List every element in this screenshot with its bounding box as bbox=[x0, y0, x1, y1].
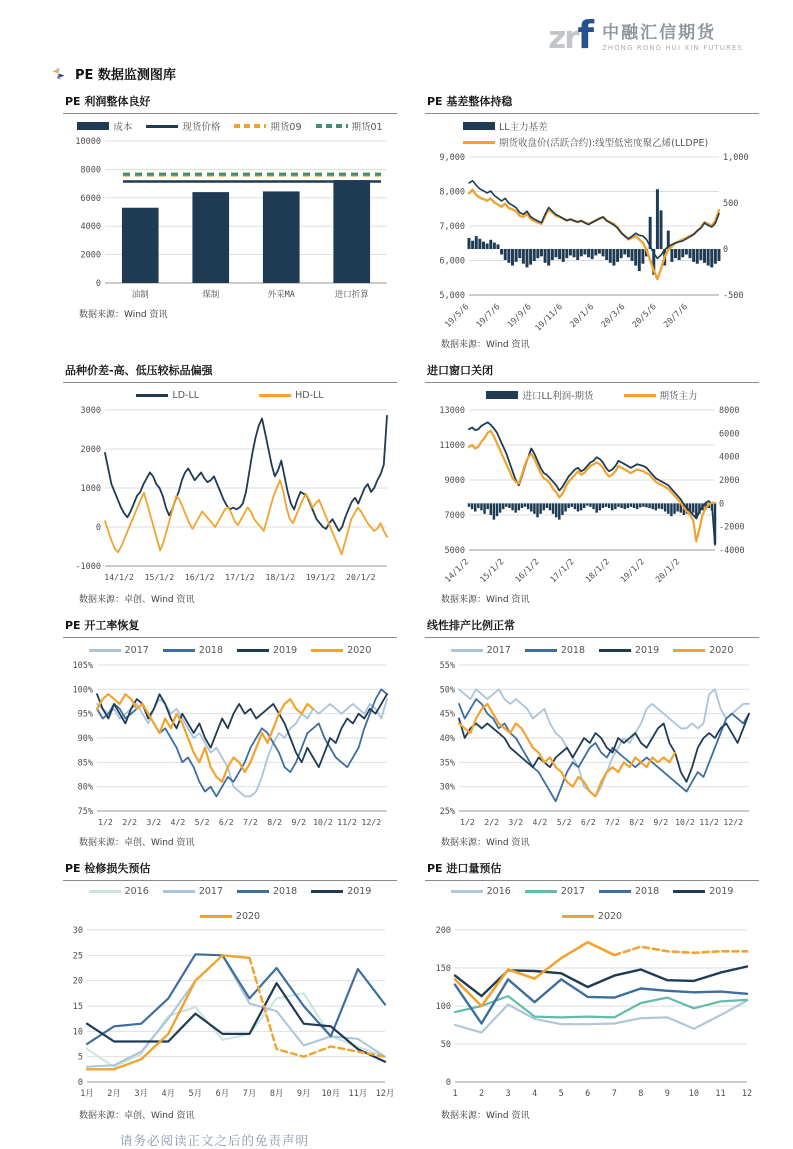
svg-text:25%: 25% bbox=[439, 807, 455, 817]
svg-text:16/1/2: 16/1/2 bbox=[184, 572, 215, 582]
svg-text:3000: 3000 bbox=[80, 406, 101, 416]
svg-text:9,000: 9,000 bbox=[439, 153, 465, 163]
chart-source: 数据来源：Wind 资讯 bbox=[441, 595, 530, 605]
legend-swatch-bar bbox=[486, 391, 518, 399]
svg-text:200: 200 bbox=[435, 926, 451, 936]
legend-swatch-line bbox=[451, 649, 483, 652]
svg-text:9/2: 9/2 bbox=[291, 817, 307, 827]
legend-swatch-line bbox=[599, 649, 631, 652]
chart-legend bbox=[425, 643, 759, 657]
svg-text:10: 10 bbox=[688, 1089, 700, 1099]
svg-text:10/2: 10/2 bbox=[675, 817, 695, 827]
legend-label: LD-LL bbox=[172, 389, 200, 401]
legend-swatch-line bbox=[311, 649, 343, 652]
legend-item bbox=[146, 119, 220, 133]
svg-text:5,000: 5,000 bbox=[439, 291, 465, 301]
legend-swatch-line bbox=[624, 394, 656, 397]
svg-text:12/2: 12/2 bbox=[361, 817, 382, 827]
svg-text:1/2: 1/2 bbox=[98, 817, 113, 827]
svg-text:80%: 80% bbox=[77, 782, 93, 793]
svg-text:19/1/2: 19/1/2 bbox=[305, 572, 336, 582]
svg-text:0: 0 bbox=[445, 1078, 451, 1088]
svg-text:8000: 8000 bbox=[719, 406, 740, 416]
chart-legend bbox=[63, 886, 397, 922]
svg-text:8月: 8月 bbox=[269, 1089, 284, 1099]
svg-text:19/9/6: 19/9/6 bbox=[504, 301, 533, 330]
svg-text:12/2: 12/2 bbox=[723, 817, 744, 827]
svg-text:-2000: -2000 bbox=[719, 522, 745, 533]
legend-item bbox=[673, 645, 733, 656]
legend-item bbox=[486, 388, 593, 402]
chart-legend bbox=[63, 643, 397, 657]
legend-label: 成本 bbox=[113, 122, 133, 133]
svg-text:40%: 40% bbox=[439, 734, 455, 744]
legend-item bbox=[237, 645, 297, 656]
svg-text:4/2: 4/2 bbox=[532, 817, 548, 827]
legend-label: 2016 bbox=[486, 886, 511, 897]
legend-item bbox=[311, 645, 371, 656]
chart-title: PE 进口量预估 bbox=[425, 860, 759, 881]
legend-swatch-line bbox=[163, 649, 195, 652]
svg-text:15: 15 bbox=[72, 1002, 83, 1012]
pinwheel-icon bbox=[52, 67, 65, 80]
svg-text:25: 25 bbox=[72, 951, 83, 962]
logo-f: f bbox=[577, 13, 595, 57]
svg-text:4000: 4000 bbox=[80, 222, 101, 233]
chart-plot bbox=[425, 402, 759, 590]
legend-label: 2017 bbox=[198, 886, 223, 897]
page-title: PE 数据监测图库 bbox=[75, 68, 176, 83]
legend-swatch-line bbox=[311, 890, 343, 893]
svg-text:9000: 9000 bbox=[444, 476, 465, 486]
svg-text:12: 12 bbox=[741, 1089, 753, 1099]
svg-text:11: 11 bbox=[715, 1089, 726, 1099]
svg-text:11000: 11000 bbox=[439, 441, 465, 451]
legend-swatch-line bbox=[525, 649, 557, 652]
legend-swatch-line bbox=[237, 649, 269, 652]
legend-label: LL主力基差 bbox=[499, 122, 548, 133]
legend-label: 期货收盘价(活跃合约):线型低密度聚乙烯(LLDPE) bbox=[499, 138, 709, 149]
legend-item bbox=[599, 886, 659, 897]
chart-plot bbox=[425, 657, 759, 833]
svg-text:5000: 5000 bbox=[444, 546, 465, 556]
legend-swatch-bar bbox=[463, 122, 495, 130]
chart-svg bbox=[63, 133, 397, 305]
svg-text:2/2: 2/2 bbox=[122, 817, 138, 827]
legend-item bbox=[599, 645, 659, 656]
legend-label: HD-LL bbox=[295, 389, 324, 401]
svg-text:9/2: 9/2 bbox=[653, 817, 669, 827]
legend-item bbox=[163, 886, 223, 897]
svg-text:35%: 35% bbox=[439, 758, 455, 769]
svg-text:13000: 13000 bbox=[439, 406, 465, 416]
svg-text:10000: 10000 bbox=[75, 137, 101, 147]
legend-label: 2019 bbox=[347, 886, 372, 897]
legend-item bbox=[624, 388, 698, 402]
legend-swatch-line bbox=[525, 890, 557, 893]
chart-title: 进口窗口关闭 bbox=[425, 362, 759, 383]
legend-item bbox=[316, 119, 383, 133]
legend-swatch-bar bbox=[77, 122, 109, 130]
chart-source: 数据来源：卓创、Wind 资讯 bbox=[79, 1111, 195, 1121]
svg-text:19/1/2: 19/1/2 bbox=[618, 556, 647, 585]
svg-text:8: 8 bbox=[638, 1089, 644, 1099]
legend-item bbox=[200, 911, 260, 922]
legend-swatch-line bbox=[673, 649, 705, 652]
svg-text:100: 100 bbox=[435, 1002, 451, 1012]
svg-text:85%: 85% bbox=[77, 758, 93, 769]
svg-text:50%: 50% bbox=[439, 685, 455, 696]
svg-text:90%: 90% bbox=[77, 734, 93, 744]
svg-text:20/5/6: 20/5/6 bbox=[629, 301, 658, 330]
legend-swatch-line bbox=[562, 915, 594, 918]
legend-swatch-line bbox=[136, 394, 168, 397]
svg-text:3: 3 bbox=[505, 1089, 511, 1099]
legend-item bbox=[259, 390, 323, 401]
chart-title: PE 基差整体持稳 bbox=[425, 93, 759, 114]
legend-swatch-line bbox=[146, 125, 178, 128]
legend-label: 2019 bbox=[273, 644, 298, 656]
svg-text:4月: 4月 bbox=[161, 1089, 176, 1099]
svg-text:0: 0 bbox=[95, 523, 101, 533]
svg-text:500: 500 bbox=[723, 199, 739, 209]
svg-text:19/5/6: 19/5/6 bbox=[442, 301, 471, 330]
svg-text:8000: 8000 bbox=[80, 165, 101, 176]
disclaimer-note: 请务必阅读正文之后的免责声明 bbox=[120, 1133, 310, 1148]
svg-text:7,000: 7,000 bbox=[439, 222, 465, 232]
legend-swatch-line bbox=[599, 890, 631, 893]
svg-text:6,000: 6,000 bbox=[439, 256, 465, 267]
legend-item bbox=[463, 119, 548, 133]
legend-swatch-line bbox=[451, 890, 483, 893]
chart-svg bbox=[425, 402, 759, 590]
svg-text:20/1/2: 20/1/2 bbox=[653, 556, 682, 585]
chart-legend bbox=[425, 388, 759, 402]
svg-text:1月: 1月 bbox=[80, 1089, 94, 1099]
svg-text:外采MA: 外采MA bbox=[267, 290, 295, 300]
svg-text:进口折算: 进口折算 bbox=[334, 290, 369, 300]
svg-text:15/1/2: 15/1/2 bbox=[477, 556, 506, 585]
svg-text:6000: 6000 bbox=[80, 193, 101, 204]
panel-grade-spread bbox=[63, 362, 397, 605]
svg-text:0: 0 bbox=[77, 1078, 83, 1088]
svg-text:7000: 7000 bbox=[444, 511, 465, 521]
svg-text:4/2: 4/2 bbox=[170, 817, 186, 827]
chart-plot bbox=[63, 922, 397, 1106]
legend-item bbox=[311, 886, 371, 897]
svg-text:5: 5 bbox=[558, 1089, 564, 1099]
svg-text:55%: 55% bbox=[439, 661, 455, 671]
chart-source: 数据来源：卓创、Wind 资讯 bbox=[79, 838, 195, 848]
legend-label: 期货01 bbox=[351, 122, 383, 133]
chart-svg bbox=[425, 922, 759, 1106]
svg-text:10/2: 10/2 bbox=[313, 817, 333, 827]
legend-swatch-line bbox=[237, 890, 269, 893]
legend-swatch-dash bbox=[316, 124, 348, 128]
svg-text:20/1/6: 20/1/6 bbox=[567, 301, 596, 330]
svg-text:5: 5 bbox=[77, 1052, 83, 1063]
svg-text:10月: 10月 bbox=[321, 1089, 341, 1099]
legend-swatch-dash bbox=[234, 124, 266, 128]
svg-text:油制: 油制 bbox=[131, 290, 149, 300]
chart-title: PE 利润整体良好 bbox=[63, 93, 397, 114]
chart-svg bbox=[63, 922, 397, 1106]
svg-text:6: 6 bbox=[585, 1089, 591, 1099]
svg-text:7/2: 7/2 bbox=[605, 817, 620, 827]
svg-text:150: 150 bbox=[435, 964, 451, 974]
chart-svg bbox=[425, 657, 759, 833]
charts-grid bbox=[63, 93, 793, 1121]
chart-source: 数据来源：Wind 资讯 bbox=[441, 340, 530, 350]
legend-swatch-line bbox=[89, 890, 121, 893]
legend-label: 2018 bbox=[635, 886, 660, 897]
svg-text:8,000: 8,000 bbox=[439, 187, 465, 198]
chart-title: 线性排产比例正常 bbox=[425, 617, 759, 638]
chart-plot bbox=[425, 922, 759, 1106]
svg-text:20/7/6: 20/7/6 bbox=[661, 301, 690, 330]
legend-label: 现货价格 bbox=[182, 122, 221, 133]
legend-item bbox=[525, 886, 585, 897]
svg-text:2000: 2000 bbox=[719, 476, 740, 486]
svg-text:7: 7 bbox=[611, 1089, 617, 1099]
svg-text:95%: 95% bbox=[77, 709, 93, 720]
svg-text:20/1/2: 20/1/2 bbox=[346, 572, 376, 582]
legend-label: 2020 bbox=[347, 644, 372, 656]
legend-label: 2018 bbox=[273, 886, 298, 897]
svg-text:50: 50 bbox=[440, 1040, 451, 1050]
legend-item bbox=[89, 886, 149, 897]
chart-plot bbox=[63, 133, 397, 305]
chart-svg bbox=[63, 657, 397, 833]
logo-zrf-mark bbox=[548, 13, 595, 57]
legend-swatch-line bbox=[673, 890, 705, 893]
legend-swatch-line bbox=[89, 649, 121, 652]
svg-text:75%: 75% bbox=[77, 807, 93, 817]
svg-text:4: 4 bbox=[532, 1089, 538, 1099]
legend-label: 2017 bbox=[124, 644, 149, 656]
svg-text:19/7/6: 19/7/6 bbox=[473, 301, 502, 330]
chart-source: 数据来源：Wind 资讯 bbox=[441, 1111, 530, 1121]
chart-plot bbox=[63, 657, 397, 833]
svg-text:11月: 11月 bbox=[348, 1089, 368, 1099]
svg-text:9月: 9月 bbox=[296, 1089, 311, 1099]
svg-text:8/2: 8/2 bbox=[267, 817, 283, 827]
svg-text:2月: 2月 bbox=[107, 1089, 121, 1099]
svg-text:3/2: 3/2 bbox=[146, 817, 162, 827]
svg-text:-1000: -1000 bbox=[75, 562, 101, 572]
chart-title: 品种价差-高、低压较标品偏强 bbox=[63, 362, 397, 383]
legend-label: 2020 bbox=[709, 644, 734, 656]
svg-text:2000: 2000 bbox=[80, 445, 101, 455]
svg-text:5/2: 5/2 bbox=[556, 817, 572, 827]
svg-text:0: 0 bbox=[719, 499, 725, 510]
chart-title: PE 开工率恢复 bbox=[63, 617, 397, 638]
svg-text:0: 0 bbox=[723, 245, 729, 255]
svg-text:1: 1 bbox=[452, 1089, 458, 1099]
svg-text:18/1/2: 18/1/2 bbox=[265, 572, 296, 582]
svg-text:12月: 12月 bbox=[375, 1089, 395, 1099]
chart-legend bbox=[425, 119, 759, 149]
legend-item bbox=[237, 886, 297, 897]
svg-text:105%: 105% bbox=[72, 661, 93, 671]
svg-text:16/1/2: 16/1/2 bbox=[512, 556, 541, 585]
svg-text:0: 0 bbox=[95, 279, 101, 289]
logo-zr: zr bbox=[548, 20, 578, 56]
svg-text:45%: 45% bbox=[439, 709, 455, 720]
legend-label: 期货主力 bbox=[659, 391, 698, 402]
legend-item bbox=[89, 645, 149, 656]
legend-item bbox=[463, 135, 708, 149]
svg-text:9: 9 bbox=[664, 1089, 670, 1099]
svg-text:17/1/2: 17/1/2 bbox=[547, 556, 576, 585]
svg-text:15/1/2: 15/1/2 bbox=[144, 572, 175, 582]
svg-text:19/11/6: 19/11/6 bbox=[532, 301, 565, 333]
legend-label: 2018 bbox=[560, 644, 585, 656]
svg-text:7/2: 7/2 bbox=[243, 817, 258, 827]
legend-label: 2017 bbox=[486, 644, 511, 656]
legend-item bbox=[234, 119, 301, 133]
chart-source: 数据来源：Wind 资讯 bbox=[79, 310, 168, 320]
legend-item bbox=[525, 645, 585, 656]
svg-text:3月: 3月 bbox=[134, 1089, 148, 1099]
legend-swatch-line bbox=[259, 394, 291, 397]
svg-text:11/2: 11/2 bbox=[699, 817, 719, 827]
chart-svg bbox=[425, 149, 759, 335]
legend-swatch-line bbox=[463, 141, 495, 144]
legend-label: 2017 bbox=[560, 886, 585, 897]
legend-swatch-line bbox=[200, 915, 232, 918]
svg-text:7月: 7月 bbox=[242, 1089, 257, 1099]
company-logo bbox=[548, 13, 743, 57]
legend-item bbox=[673, 886, 733, 897]
chart-source: 数据来源：Wind 资讯 bbox=[441, 838, 530, 848]
svg-text:-500: -500 bbox=[723, 291, 744, 301]
chart-legend bbox=[63, 119, 397, 133]
chart-legend bbox=[63, 388, 397, 402]
panel-import-window bbox=[425, 362, 759, 605]
svg-text:2/2: 2/2 bbox=[484, 817, 500, 827]
svg-text:5/2: 5/2 bbox=[194, 817, 210, 827]
legend-label: 2018 bbox=[198, 644, 223, 656]
svg-text:14/1/2: 14/1/2 bbox=[442, 556, 471, 585]
panel-operating-rate bbox=[63, 617, 397, 848]
svg-text:30: 30 bbox=[72, 926, 83, 936]
section-header bbox=[52, 64, 793, 83]
legend-label: 进口LL利润-期货 bbox=[522, 391, 594, 402]
svg-text:1000: 1000 bbox=[80, 484, 101, 494]
svg-text:5月: 5月 bbox=[188, 1089, 203, 1099]
legend-item bbox=[136, 390, 199, 401]
svg-text:6000: 6000 bbox=[719, 429, 740, 440]
panel-pe-basis bbox=[425, 93, 759, 350]
panel-import-volume bbox=[425, 860, 759, 1121]
legend-item bbox=[77, 119, 132, 133]
svg-text:3/2: 3/2 bbox=[508, 817, 524, 827]
svg-text:20: 20 bbox=[72, 976, 83, 987]
legend-label: 期货09 bbox=[270, 122, 302, 133]
svg-text:17/1/2: 17/1/2 bbox=[225, 572, 255, 582]
svg-text:6/2: 6/2 bbox=[218, 817, 234, 827]
panel-pe-profit bbox=[63, 93, 397, 350]
svg-text:2000: 2000 bbox=[80, 250, 101, 261]
svg-text:20/3/6: 20/3/6 bbox=[598, 301, 627, 330]
svg-text:6/2: 6/2 bbox=[580, 817, 596, 827]
legend-swatch-line bbox=[163, 890, 195, 893]
svg-text:-4000: -4000 bbox=[719, 546, 745, 556]
svg-text:30%: 30% bbox=[439, 782, 455, 793]
chart-legend bbox=[425, 886, 759, 922]
svg-text:100%: 100% bbox=[72, 685, 93, 696]
chart-plot bbox=[63, 402, 397, 590]
svg-text:煤制: 煤制 bbox=[202, 290, 220, 300]
legend-item bbox=[562, 911, 622, 922]
panel-maintenance-loss bbox=[63, 860, 397, 1121]
legend-label: 2020 bbox=[597, 911, 623, 922]
svg-text:2: 2 bbox=[478, 1089, 485, 1099]
svg-text:10: 10 bbox=[72, 1027, 83, 1038]
legend-item bbox=[451, 645, 511, 656]
chart-source: 数据来源：卓创、Wind 资讯 bbox=[79, 595, 195, 605]
page-header bbox=[0, 0, 793, 57]
svg-text:6月: 6月 bbox=[215, 1089, 230, 1099]
logo-company-name-cn: 中融汇信期货 bbox=[602, 23, 717, 43]
legend-label: 2019 bbox=[709, 886, 734, 897]
svg-text:8/2: 8/2 bbox=[629, 817, 645, 827]
chart-svg bbox=[63, 402, 397, 590]
legend-label: 2020 bbox=[235, 911, 261, 922]
legend-label: 2016 bbox=[124, 886, 149, 897]
svg-text:11/2: 11/2 bbox=[337, 817, 357, 827]
svg-text:14/1/2: 14/1/2 bbox=[104, 572, 134, 582]
logo-company-name-en: ZHONG RONG HUI XIN FUTURES bbox=[602, 44, 743, 52]
chart-plot bbox=[425, 149, 759, 335]
svg-text:1,000: 1,000 bbox=[723, 153, 749, 163]
svg-text:1/2: 1/2 bbox=[460, 817, 475, 827]
svg-text:18/1/2: 18/1/2 bbox=[582, 556, 611, 585]
chart-title: PE 检修损失预估 bbox=[63, 860, 397, 881]
panel-linear-ratio bbox=[425, 617, 759, 848]
legend-label: 2019 bbox=[635, 644, 660, 656]
legend-item bbox=[451, 886, 511, 897]
legend-item bbox=[163, 645, 223, 656]
svg-text:4000: 4000 bbox=[719, 452, 740, 463]
